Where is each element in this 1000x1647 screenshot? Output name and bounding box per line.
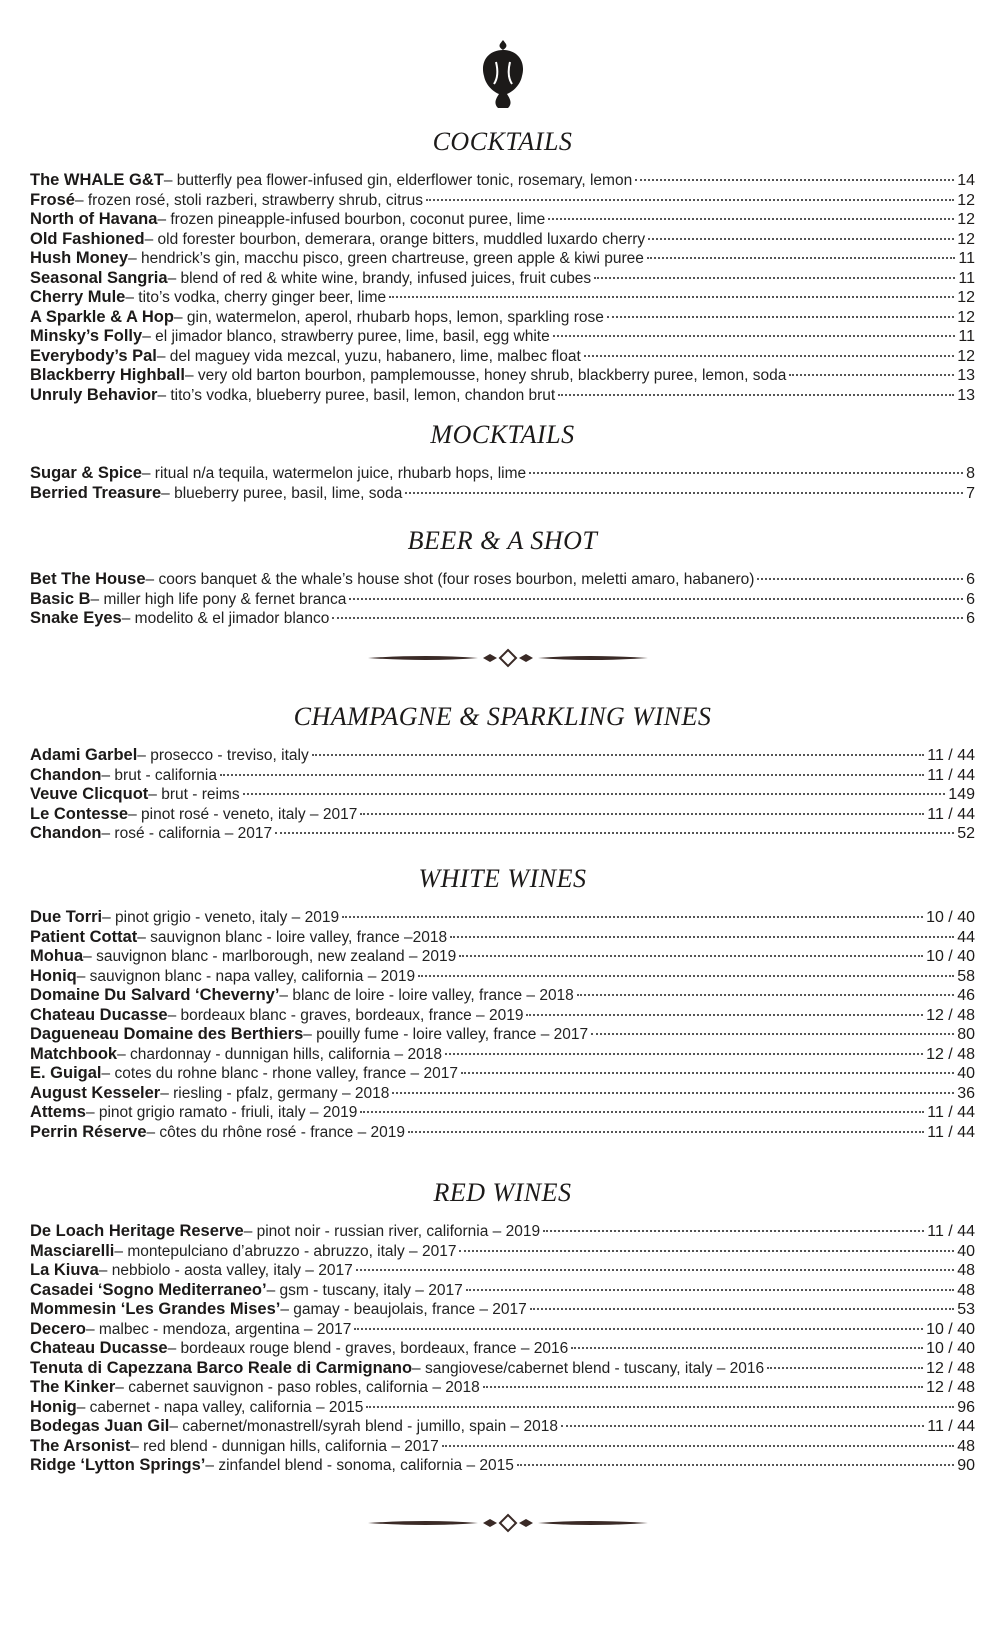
item-description: – cabernet/monastrell/syrah blend - jumillo, spain – 2018 — [169, 1418, 558, 1435]
menu-item — [30, 928, 975, 948]
dot-leader — [360, 813, 924, 815]
item-price: 12 / 48 — [926, 1045, 975, 1063]
item-name: Unruly Behavior — [30, 385, 158, 404]
item-name: Honiq — [30, 966, 77, 985]
crest-logo-icon — [478, 40, 528, 110]
menu-item — [30, 1320, 975, 1340]
item-description: – very old barton bourbon, pamplemousse, honey shrub, blackberry puree, lemon, soda — [184, 367, 787, 384]
item-description: – malbec - mendoza, argentina – 2017 — [85, 1320, 352, 1338]
dot-leader — [408, 1131, 924, 1133]
menu-item — [30, 590, 975, 610]
dot-leader — [517, 1464, 954, 1466]
menu-item — [30, 210, 975, 230]
dot-leader — [529, 472, 963, 474]
item-description: – pinot noir - russian river, california – 2019 — [243, 1223, 541, 1240]
dot-leader — [647, 257, 955, 259]
menu-item — [30, 1103, 975, 1123]
item-name: Sugar & Spice — [30, 464, 142, 482]
dot-leader — [360, 1111, 924, 1113]
item-price: 11 / 44 — [927, 1223, 975, 1240]
item-description: – old forester bourbon, demerara, orange bitters, muddled luxardo cherry — [144, 230, 646, 248]
dot-leader — [607, 316, 954, 318]
item-price: 10 / 40 — [926, 1320, 975, 1338]
item-price: 52 — [957, 825, 975, 842]
menu-item — [30, 1456, 975, 1476]
item-name: Ridge ‘Lytton Springs’ — [30, 1456, 206, 1474]
section-heading: COCKTAILS — [432, 127, 573, 156]
item-name: A Sparkle & A Hop — [30, 307, 174, 326]
item-name: Frosé — [30, 190, 75, 209]
item-description: – miller high life pony & fernet branca — [90, 590, 347, 608]
menu-item — [30, 366, 975, 386]
item-price: 12 — [957, 289, 975, 306]
menu-item — [30, 171, 975, 191]
item-price: 12 — [957, 347, 975, 365]
section-white-wines — [30, 862, 975, 1142]
item-price: 40 — [957, 1065, 975, 1082]
menu-item — [30, 230, 975, 250]
section-heading: BEER & A SHOT — [407, 526, 598, 555]
menu-item — [30, 269, 975, 289]
item-price: 12 / 48 — [926, 1379, 975, 1396]
section-cocktails — [30, 125, 975, 405]
menu-item — [30, 766, 975, 786]
menu-item — [30, 1437, 975, 1457]
item-description: – tito’s vodka, blueberry puree, basil, lemon, chandon brut — [157, 386, 556, 404]
item-name: Chandon — [30, 824, 102, 842]
dot-leader — [366, 1406, 954, 1408]
menu-item — [30, 1261, 975, 1281]
item-description: – butterfly pea flower-infused gin, elderflower tonic, rosemary, lemon — [163, 172, 633, 189]
item-price: 12 / 48 — [926, 1359, 975, 1377]
item-name: The Arsonist — [30, 1436, 131, 1455]
dot-leader — [466, 1289, 954, 1291]
item-name: Domaine Du Salvard ‘Cheverny’ — [30, 986, 280, 1004]
item-name: Blackberry Highball — [30, 366, 185, 384]
section-heading: MOCKTAILS — [430, 420, 575, 449]
item-description: – sauvignon blanc - loire valley, france –2018 — [137, 928, 448, 946]
dot-leader — [553, 335, 956, 337]
item-price: 11 / 44 — [927, 1418, 975, 1435]
dot-leader — [591, 1033, 954, 1035]
menu-item — [30, 386, 975, 406]
item-name: Decero — [30, 1319, 86, 1338]
item-description: – pinot rosé - veneto, italy – 2017 — [128, 805, 358, 823]
menu-item — [30, 947, 975, 967]
item-description: – montepulciano d’abruzzo - abruzzo, italy – 2017 — [114, 1242, 457, 1260]
dot-leader — [459, 1250, 954, 1252]
item-price: 6 — [966, 571, 975, 588]
item-name: Veuve Clicquot — [30, 785, 149, 803]
item-name: Everybody’s Pal — [30, 346, 157, 365]
dot-leader — [526, 1014, 923, 1016]
item-description: – chardonnay - dunnigan hills, california – 2018 — [117, 1045, 442, 1063]
item-description: – nebbiolo - aosta valley, italy – 2017 — [98, 1262, 353, 1279]
dot-leader — [648, 238, 954, 240]
menu-item — [30, 908, 975, 928]
item-price: 58 — [957, 967, 975, 985]
item-description: – brut - california — [101, 766, 217, 784]
menu-item — [30, 785, 975, 805]
dot-leader — [584, 355, 954, 357]
item-name: Casadei ‘Sogno Mediterraneo’ — [30, 1280, 267, 1299]
item-price: 10 / 40 — [926, 909, 975, 926]
item-name: Seasonal Sangria — [30, 268, 168, 287]
item-name: Snake Eyes — [30, 609, 122, 627]
dot-leader — [349, 598, 963, 600]
item-name: Honig — [30, 1397, 77, 1416]
dot-leader — [243, 793, 946, 795]
item-name: Attems — [30, 1103, 86, 1121]
item-name: Mohua — [30, 947, 84, 965]
item-description: – frozen pineapple-infused bourbon, coconut puree, lime — [157, 211, 546, 228]
dot-leader — [405, 492, 963, 494]
item-price: 11 / 44 — [927, 1123, 975, 1141]
dot-leader — [561, 1425, 924, 1427]
item-name: Le Contesse — [30, 804, 129, 823]
menu-item — [30, 570, 975, 590]
menu-item — [30, 191, 975, 211]
menu-item — [30, 1398, 975, 1418]
item-price: 44 — [957, 928, 975, 946]
menu-item — [30, 824, 975, 844]
item-price: 12 — [957, 308, 975, 326]
item-price: 14 — [957, 172, 975, 189]
dot-leader — [356, 1269, 955, 1271]
item-price: 12 — [957, 230, 975, 248]
menu-item — [30, 249, 975, 269]
item-price: 48 — [957, 1262, 975, 1279]
menu-item — [30, 327, 975, 347]
item-price: 11 / 44 — [927, 1104, 975, 1121]
dot-leader — [445, 1053, 923, 1055]
menu-item — [30, 1045, 975, 1065]
item-description: – sauvignon blanc - marlborough, new zealand – 2019 — [83, 948, 457, 965]
dot-leader — [389, 296, 954, 298]
item-description: – cabernet - napa valley, california – 2015 — [76, 1398, 364, 1416]
item-price: 10 / 40 — [926, 1340, 975, 1357]
item-description: – bordeaux blanc - graves, bordeaux, france – 2019 — [167, 1006, 524, 1024]
item-description: – tito’s vodka, cherry ginger beer, lime — [125, 289, 387, 306]
item-name: Adami Garbel — [30, 746, 138, 764]
dot-leader — [571, 1347, 923, 1349]
section-heading: WHITE WINES — [418, 864, 587, 893]
item-price: 10 / 40 — [926, 948, 975, 965]
section-champagne-sparkling — [30, 700, 975, 844]
dot-leader — [332, 617, 963, 619]
item-name: North of Havana — [30, 210, 158, 228]
item-description: – modelito & el jimador blanco — [121, 610, 330, 627]
menu-item — [30, 1378, 975, 1398]
menu-item — [30, 1025, 975, 1045]
item-name: Dagueneau Domaine des Berthiers — [30, 1025, 304, 1043]
menu-item — [30, 464, 975, 484]
item-description: – hendrick’s gin, macchu pisco, green chartreuse, green apple & kiwi puree — [128, 250, 644, 267]
item-description: – rosé - california – 2017 — [101, 825, 273, 842]
item-name: Basic B — [30, 589, 91, 608]
menu-item — [30, 1242, 975, 1262]
dot-leader — [275, 832, 954, 834]
item-name: E. Guigal — [30, 1064, 102, 1082]
item-price: 6 — [966, 610, 975, 627]
item-price: 40 — [957, 1242, 975, 1260]
item-description: – del maguey vida mezcal, yuzu, habanero, lime, malbec float — [156, 347, 581, 365]
item-name: The WHALE G&T — [30, 171, 164, 189]
dot-leader — [461, 1072, 954, 1074]
section-red-wines — [30, 1176, 975, 1476]
item-description: – sauvignon blanc - napa valley, california – 2019 — [76, 967, 416, 985]
item-name: Minsky’s Folly — [30, 327, 143, 345]
item-price: 7 — [966, 484, 975, 502]
dot-leader — [459, 955, 923, 957]
item-description: – pouilly fume - loire valley, france – 2017 — [303, 1026, 589, 1043]
item-name: Bet The House — [30, 570, 146, 588]
item-description: – pinot grigio ramato - friuli, italy – 2019 — [85, 1104, 358, 1121]
item-description: – blanc de loire - loire valley, france – 2018 — [279, 987, 574, 1004]
item-description: – riesling - pfalz, germany – 2018 — [160, 1084, 390, 1102]
dot-leader — [548, 218, 954, 220]
ornamental-divider-icon — [358, 1513, 658, 1533]
dot-leader — [392, 1092, 954, 1094]
item-price: 11 / 44 — [927, 805, 975, 823]
item-price: 46 — [957, 987, 975, 1004]
ornamental-divider-icon — [358, 648, 658, 668]
item-name: Tenuta di Capezzana Barco Reale di Carmignano — [30, 1358, 413, 1377]
item-name: La Kiuva — [30, 1261, 99, 1279]
menu-item — [30, 986, 975, 1006]
dot-leader — [312, 754, 925, 756]
item-name: Bodegas Juan Gil — [30, 1417, 170, 1435]
item-price: 48 — [957, 1281, 975, 1299]
menu-item — [30, 1300, 975, 1320]
menu-item — [30, 1417, 975, 1437]
menu-item — [30, 1123, 975, 1143]
dot-leader — [220, 774, 924, 776]
item-description: – prosecco - treviso, italy — [137, 747, 309, 764]
item-description: – gin, watermelon, aperol, rhubarb hops, lemon, sparkling rose — [173, 308, 604, 326]
dot-leader — [635, 179, 954, 181]
item-description: – zinfandel blend - sonoma, california – 2015 — [205, 1457, 514, 1474]
item-name: Perrin Réserve — [30, 1122, 147, 1141]
item-price: 13 — [957, 386, 975, 404]
item-description: – blueberry puree, basil, lime, soda — [161, 484, 403, 502]
item-price: 11 / 44 — [927, 766, 975, 784]
item-price: 90 — [957, 1457, 975, 1474]
menu-item — [30, 308, 975, 328]
item-name: De Loach Heritage Reserve — [30, 1222, 244, 1240]
item-price: 11 — [958, 250, 975, 267]
item-description: – blend of red & white wine, brandy, infused juices, fruit cubes — [167, 269, 592, 287]
item-price: 8 — [966, 465, 975, 482]
item-price: 11 — [958, 328, 975, 345]
item-name: Chateau Ducasse — [30, 1339, 168, 1357]
menu-item — [30, 484, 975, 504]
item-price: 48 — [957, 1437, 975, 1455]
item-price: 53 — [957, 1301, 975, 1318]
menu-item — [30, 1064, 975, 1084]
item-price: 13 — [957, 367, 975, 384]
menu-item — [30, 1222, 975, 1242]
item-description: – ritual n/a tequila, watermelon juice, rhubarb hops, lime — [141, 465, 527, 482]
item-price: 36 — [957, 1084, 975, 1102]
menu-item — [30, 288, 975, 308]
section-beer-and-a-shot — [30, 524, 975, 629]
menu-item — [30, 347, 975, 367]
dot-leader — [354, 1328, 923, 1330]
item-price: 96 — [957, 1398, 975, 1416]
dot-leader — [450, 936, 954, 938]
dot-leader — [577, 994, 954, 996]
item-description: – frozen rosé, stoli razberi, strawberry shrub, citrus — [74, 191, 423, 209]
item-price: 12 — [957, 191, 975, 209]
item-name: Chandon — [30, 765, 102, 784]
item-name: Matchbook — [30, 1044, 118, 1063]
item-name: The Kinker — [30, 1378, 116, 1396]
menu-item — [30, 1339, 975, 1359]
item-description: – bordeaux rouge blend - graves, bordeaux, france – 2016 — [167, 1340, 569, 1357]
menu-item — [30, 805, 975, 825]
dot-leader — [789, 374, 954, 376]
dot-leader — [426, 199, 954, 201]
item-description: – red blend - dunnigan hills, california – 2017 — [130, 1437, 439, 1455]
menu-item — [30, 1006, 975, 1026]
menu-item — [30, 746, 975, 766]
item-price: 149 — [948, 786, 975, 803]
dot-leader — [342, 916, 923, 918]
menu-item — [30, 967, 975, 987]
item-description: – pinot grigio - veneto, italy – 2019 — [102, 909, 340, 926]
section-heading: RED WINES — [433, 1178, 572, 1207]
item-name: Patient Cottat — [30, 927, 138, 946]
item-description: – brut - reims — [148, 786, 240, 803]
item-price: 11 — [958, 269, 975, 287]
dot-leader — [594, 277, 955, 279]
item-description: – coors banquet & the whale’s house shot (four roses bourbon, meletti amaro, habanero) — [145, 571, 755, 588]
dot-leader — [442, 1445, 954, 1447]
menu-item — [30, 1281, 975, 1301]
dot-leader — [530, 1308, 954, 1310]
menu-item — [30, 1359, 975, 1379]
item-price: 6 — [966, 590, 975, 608]
dot-leader — [558, 394, 954, 396]
item-description: – cotes du rohne blanc - rhone valley, france – 2017 — [101, 1065, 458, 1082]
menu-item — [30, 609, 975, 629]
section-mocktails — [30, 418, 975, 503]
item-name: Chateau Ducasse — [30, 1005, 168, 1024]
item-description: – el jimador blanco, strawberry puree, lime, basil, egg white — [142, 328, 550, 345]
item-name: Cherry Mule — [30, 288, 126, 306]
item-name: Due Torri — [30, 908, 103, 926]
dot-leader — [483, 1386, 923, 1388]
item-description: – côtes du rhône rosé - france – 2019 — [146, 1123, 405, 1141]
item-price: 11 / 44 — [927, 747, 975, 764]
dot-leader — [757, 578, 963, 580]
dot-leader — [543, 1230, 924, 1232]
item-price: 12 — [957, 211, 975, 228]
item-name: Mommesin ‘Les Grandes Mises’ — [30, 1300, 281, 1318]
dot-leader — [767, 1367, 923, 1369]
item-description: – sangiovese/cabernet blend - tuscany, italy – 2016 — [412, 1359, 765, 1377]
item-name: Berried Treasure — [30, 483, 162, 502]
item-name: August Kesseler — [30, 1083, 161, 1102]
item-description: – gsm - tuscany, italy – 2017 — [266, 1281, 463, 1299]
item-name: Masciarelli — [30, 1241, 115, 1260]
item-name: Old Fashioned — [30, 229, 145, 248]
item-price: 12 / 48 — [926, 1006, 975, 1024]
item-description: – gamay - beaujolais, france – 2017 — [280, 1301, 527, 1318]
item-name: Hush Money — [30, 249, 129, 267]
section-heading: CHAMPAGNE & SPARKLING WINES — [293, 702, 712, 731]
dot-leader — [418, 975, 954, 977]
menu-item — [30, 1084, 975, 1104]
item-description: – cabernet sauvignon - paso robles, california – 2018 — [115, 1379, 480, 1396]
item-price: 80 — [957, 1026, 975, 1043]
